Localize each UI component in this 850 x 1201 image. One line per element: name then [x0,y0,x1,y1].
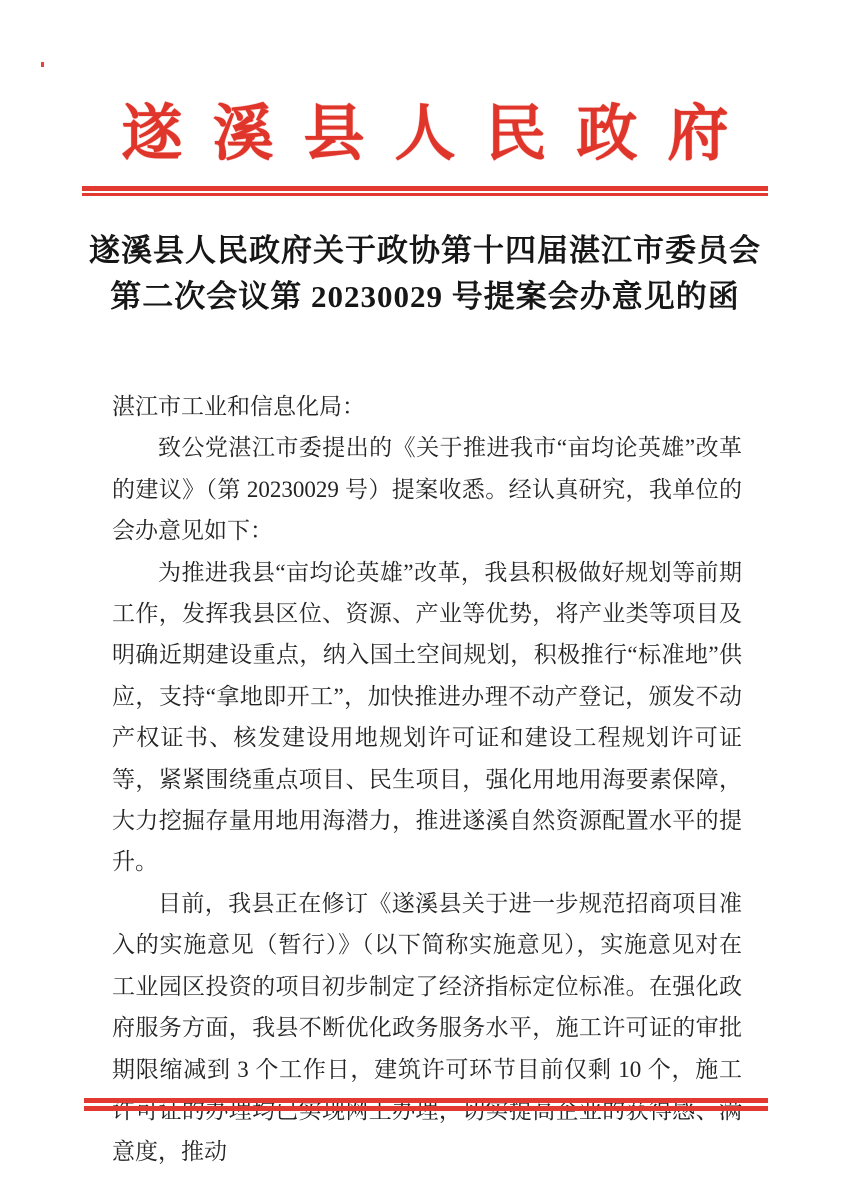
document-body [112,386,742,1173]
body-paragraph: 为推进我县“亩均论英雄”改革，我县积极做好规划等前期工作，发挥我县区位、资源、产业等优势，将产业类等项目及明确近期建设重点，纳入国土空间规划，积极推行“标准地”供应，支持“拿地即开工”，加快推进办理不动产登记，颁发不动产权证书、核发建设用地规划许可证和建设工程规划许可证等，紧紧围绕重点项目、民生项目，强化用地用海要素保障，大力挖掘存量用地用海潜力，推进遂溪自然资源配置水平的提升。 [112,559,742,875]
letterhead-org-name: 遂溪县人民政府 [121,101,759,168]
salutation: 湛江市工业和信息化局： [112,394,365,419]
document-title [0,228,850,320]
body-paragraph: 目前，我县正在修订《遂溪县关于进一步规范招商项目准入的实施意见（暂行）》（以下简称实施意见），实施意见对在工业园区投资的项目初步制定了经济指标定位标准。在强化政府服务方面，我县不断优化政务服务水平，施工许可证的审批期限缩减到 3 个工作日，建筑许可环节目前仅剩 10 个，施工许可证的办理均已实现网上办理，切实提高企业的获得感、满意度，推动 [112,890,742,1165]
document-title-line2: 第二次会议第 20230029 号提案会办意见的函 [110,279,740,314]
document-title-line1: 遂溪县人民政府关于政协第十四届湛江市委员会 [89,233,761,268]
letterhead [0,94,850,176]
footer-double-rule [84,1098,768,1111]
body-paragraph: 致公党湛江市委提出的《关于推进我市“亩均论英雄”改革的建议》（第 20230029 号）提案收悉。经认真研究，我单位的会办意见如下： [112,435,742,544]
scan-artifact-dot [41,62,44,67]
letterhead-double-rule [82,186,768,196]
